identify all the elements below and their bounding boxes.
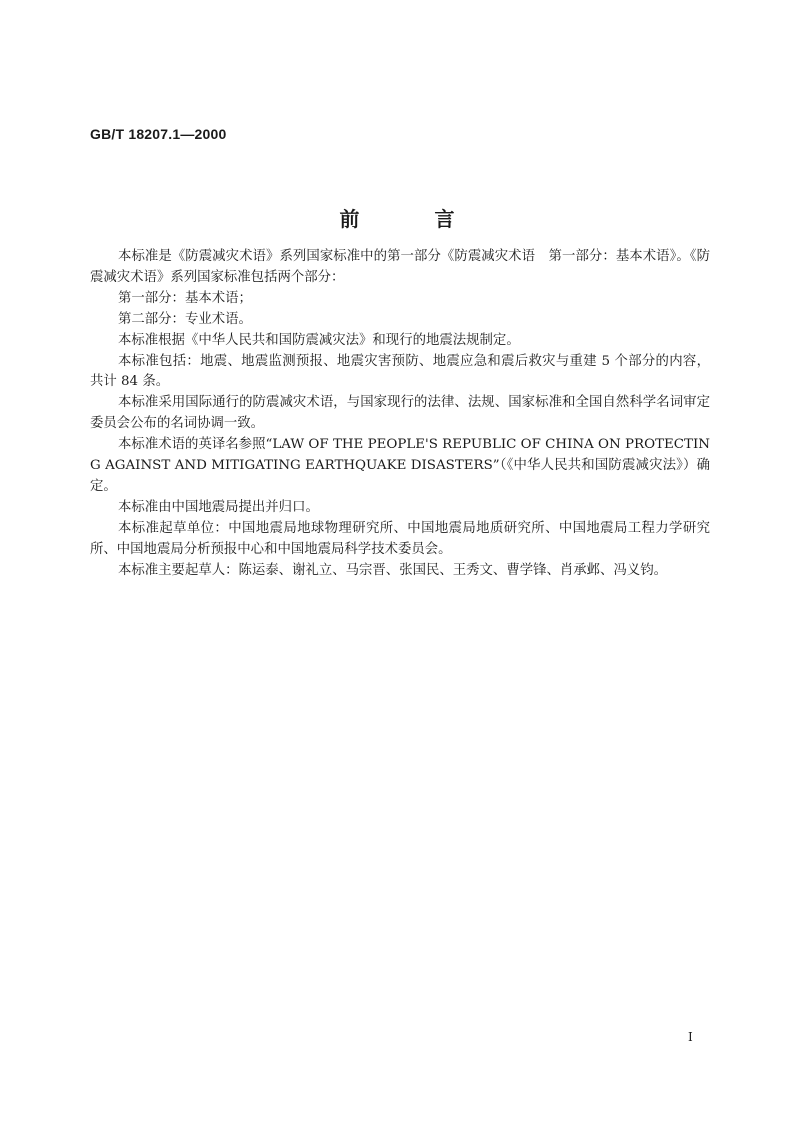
- foreword-body: [90, 247, 710, 582]
- page-number: I: [688, 1030, 693, 1044]
- paragraph-series-overview: 本标准是《防震减灾术语》系列国家标准中的第一部分《防震减灾术语 第一部分：基本术语》。《防震减灾术语》系列国家标准包括两个部分：: [90, 249, 710, 285]
- paragraph-part-one: 第一部分：基本术语；: [118, 290, 252, 306]
- standard-code: GB/T 18207.1—2000: [90, 126, 227, 142]
- paragraph-part-two: 第二部分：专业术语。: [118, 311, 252, 327]
- paragraph-scope: 本标准包括：地震、地震监测预报、地震灾害预防、地震应急和震后救灾与重建 5 个部分的内容，共计 84 条。: [90, 353, 710, 390]
- paragraph-terminology-alignment: 本标准采用国际通行的防震减灾术语，与国家现行的法律、法规、国家标准和全国自然科学名词审定委员会公布的名词协调一致。: [90, 395, 710, 432]
- paragraph-proposer: 本标准由中国地震局提出并归口。: [118, 499, 319, 515]
- paragraph-legal-basis: 本标准根据《中华人民共和国防震减灾法》和现行的地震法规制定。: [118, 332, 520, 348]
- page-title: 前 言: [339, 207, 489, 231]
- paragraph-english-names: 本标准术语的英译名参照“LAW OF THE PEOPLE'S REPUBLIC OF CHINA ON PROTECTING AGAINST AND MITIGATING EARTHQUAKE DISASTERS”（《中华人民共和国防震减灾法》）确定。: [90, 437, 710, 494]
- paragraph-drafters: 本标准主要起草人：陈运泰、谢礼立、马宗晋、张国民、王秀文、曹学锋、肖承邺、冯义钧。: [118, 562, 668, 578]
- paragraph-drafting-units: 本标准起草单位：中国地震局地球物理研究所、中国地震局地质研究所、中国地震局工程力学研究所、中国地震局分析预报中心和中国地震局科学技术委员会。: [90, 520, 710, 557]
